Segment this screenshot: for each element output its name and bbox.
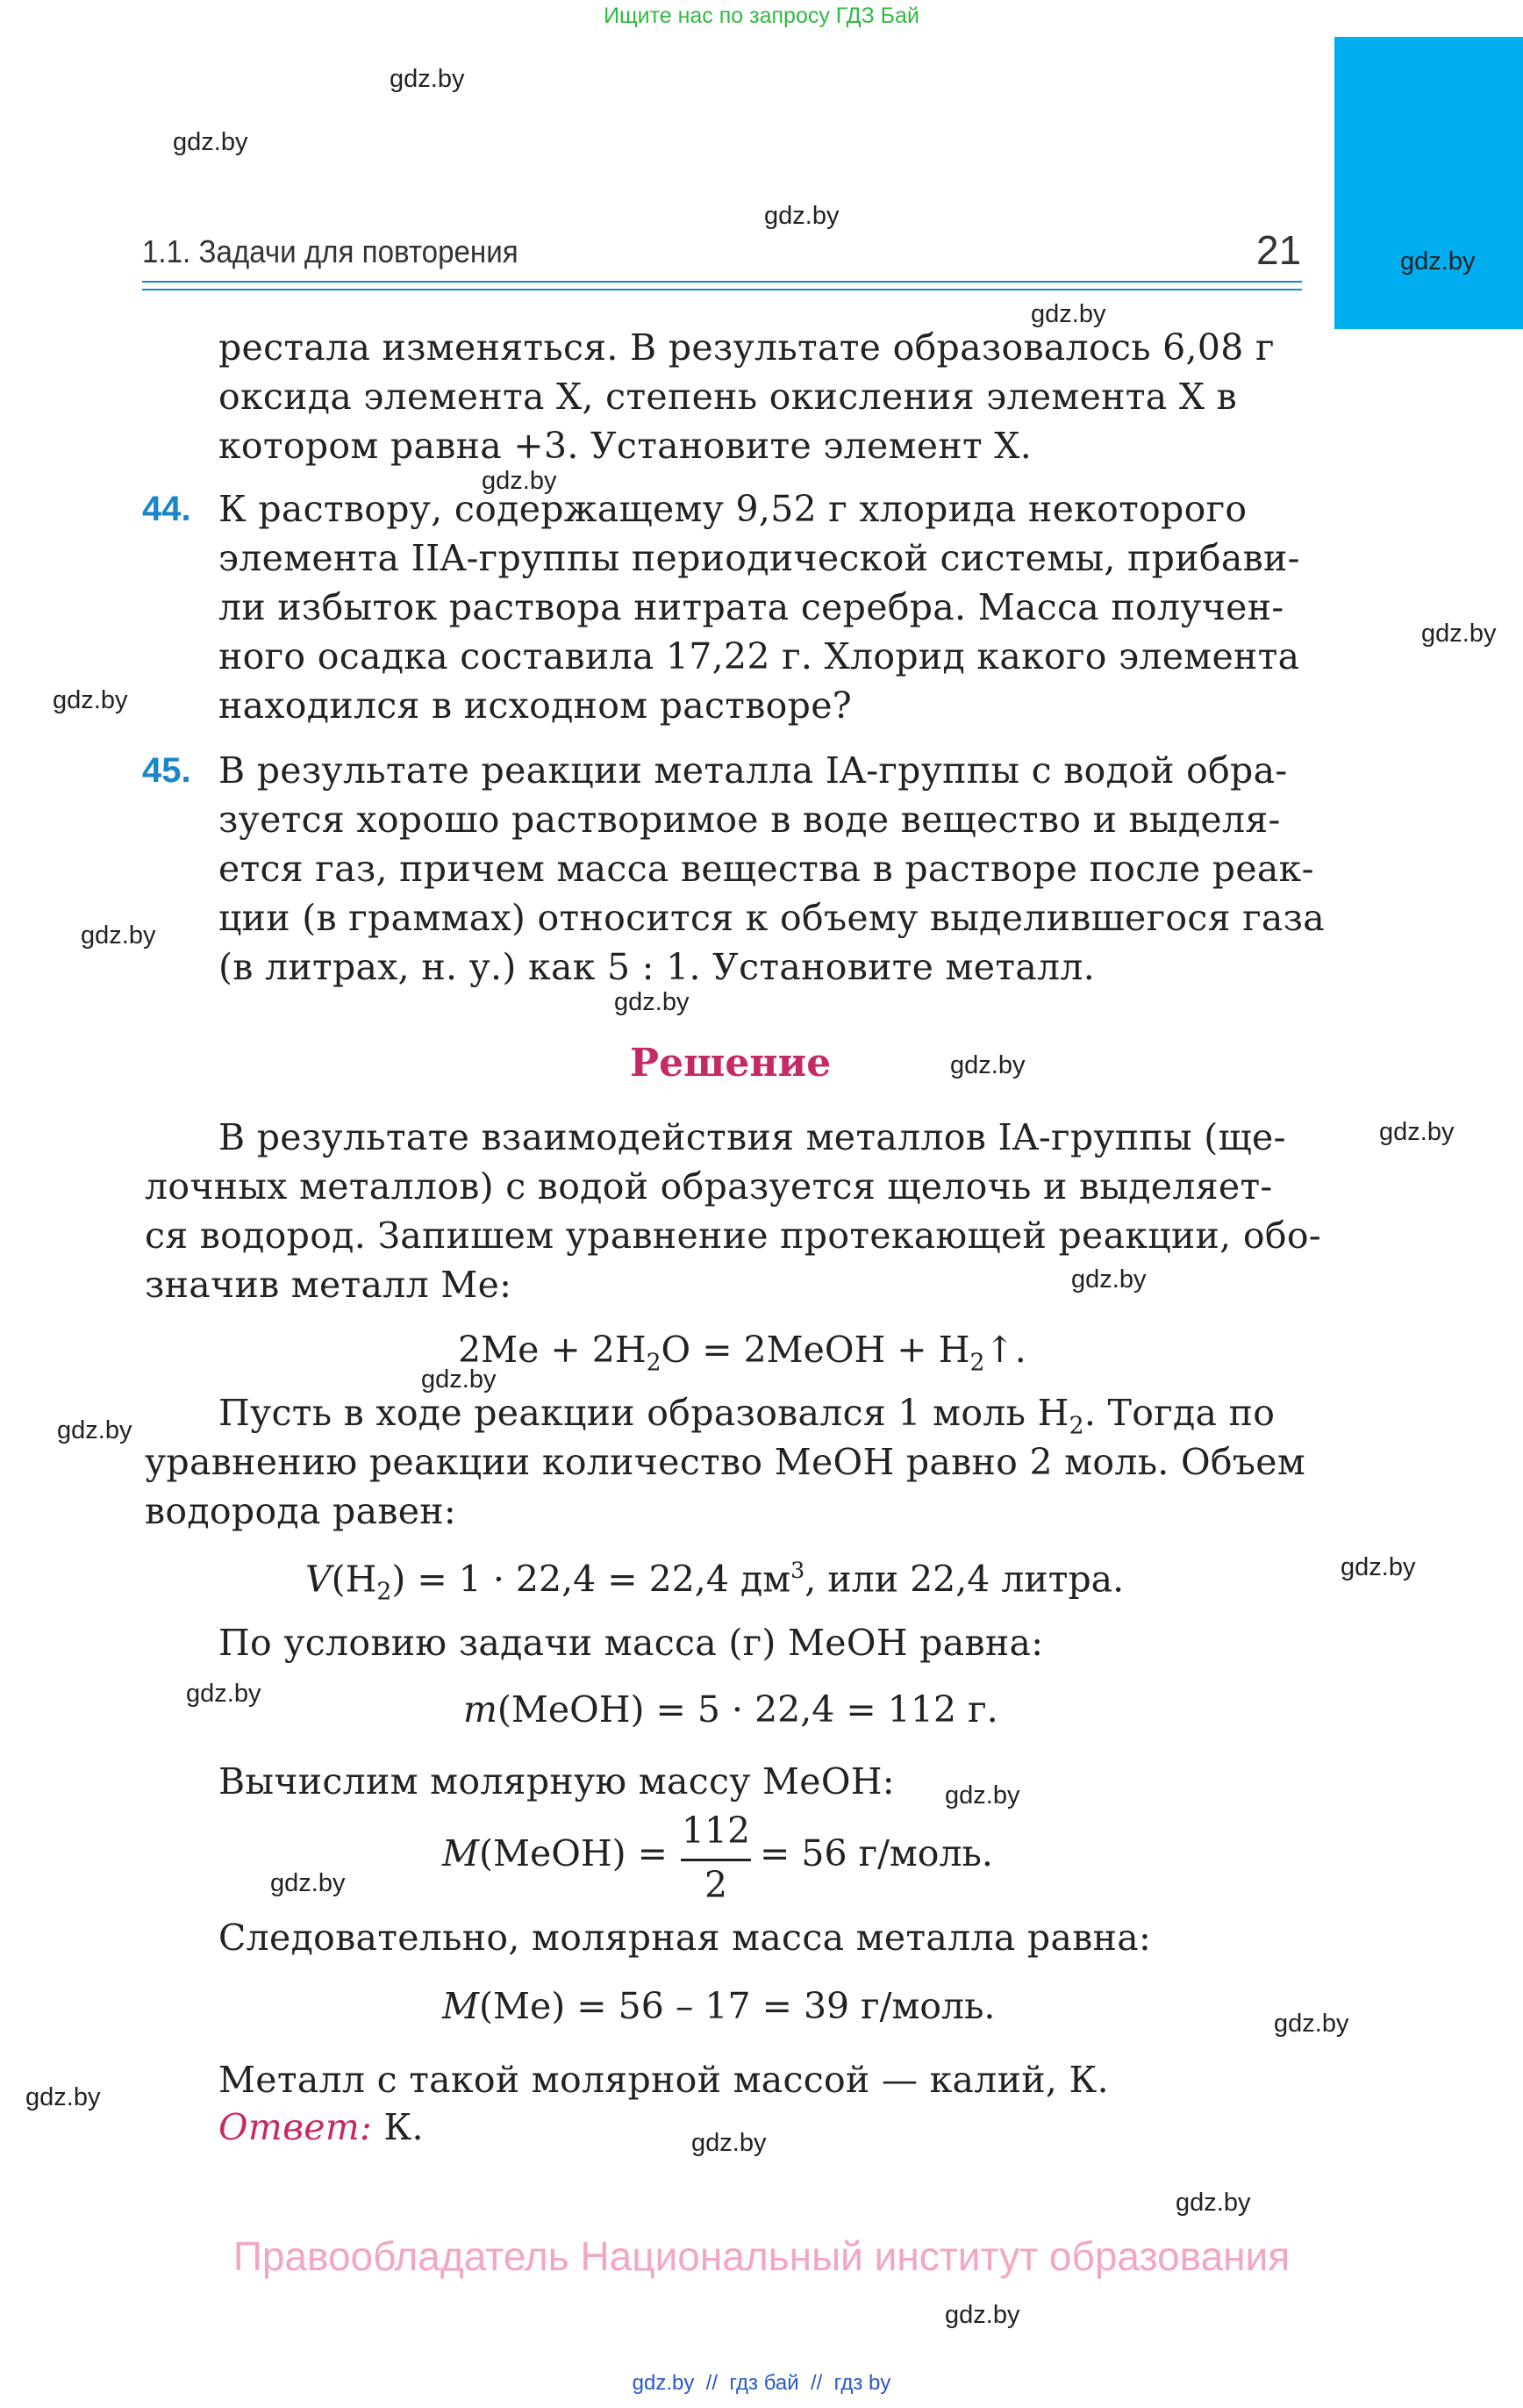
- equation-volume: $V(Н_2) = 1 \cdot 22,4 = 22,4$ $дм^3$, или 22,4 литра.: [305, 1557, 1125, 1606]
- watermark: gdz.by: [1274, 2010, 1349, 2038]
- footer-links[interactable]: gdz.by // гдз бай // гдз by: [632, 2371, 891, 2395]
- watermark: gdz.by: [945, 1781, 1020, 1810]
- equation-molar-mass: M(МеОН) =: [442, 1832, 668, 1874]
- equation-mass: m(МеОН) = 5 · 22,4 = 112 г.: [463, 1688, 998, 1731]
- watermark: gdz.by: [186, 1680, 261, 1708]
- text-line: ся водород. Запишем уравнение протекающей реакции, обо-: [145, 1215, 1321, 1257]
- text-line: В результате реакции металла IA-группы с водой обра-: [218, 749, 1288, 792]
- text-line: (в литрах, н. у.) как 5 : 1. Установите металл.: [218, 946, 1096, 988]
- text-line: К раствору, содержащему 9,52 г хлорида некоторого: [218, 488, 1248, 530]
- watermark: gdz.by: [691, 2129, 767, 2157]
- text-line: ции (в граммах) относится к объему выделившегося газа: [218, 897, 1326, 939]
- watermark: gdz.by: [482, 467, 557, 495]
- watermark: gdz.by: [1421, 620, 1497, 648]
- text-line: По условию задачи масса (г) МеОН равна:: [218, 1622, 1044, 1664]
- watermark: gdz.by: [1379, 1118, 1455, 1146]
- text-line: зуется хорошо растворимое в воде вещество и выделя-: [218, 799, 1281, 841]
- text-line: ного осадка составила 17,22 г. Хлорид какого элемента: [218, 635, 1300, 677]
- text-line: В результате взаимодействия металлов IA-группы (ще-: [218, 1116, 1286, 1158]
- watermark: gdz.by: [53, 686, 128, 714]
- equation-metal-mass: M(Ме) = 56 – 17 = 39 г/моль.: [442, 1985, 996, 2027]
- answer-label: Ответ:: [218, 2106, 373, 2148]
- watermark: gdz.by: [1031, 300, 1106, 328]
- text-line: водорода равен:: [145, 1490, 457, 1532]
- watermark: gdz.by: [421, 1365, 497, 1394]
- watermark: gdz.by: [81, 921, 156, 950]
- section-header: 1.1. Задачи для повторения: [142, 233, 518, 269]
- equation-molar-mass-result: = 56 г/моль.: [760, 1832, 993, 1874]
- watermark: gdz.by: [1176, 2189, 1251, 2217]
- fraction-denominator: 2: [704, 1864, 728, 1906]
- solution-title: Решение: [630, 1041, 832, 1086]
- text-line: Металл с такой молярной массой — калий, К.: [218, 2059, 1109, 2101]
- copyright-notice: Правообладатель Национальный институт образования: [232, 2233, 1291, 2279]
- watermark: gdz.by: [1071, 1265, 1147, 1294]
- watermark: gdz.by: [1400, 247, 1476, 276]
- watermark: gdz.by: [764, 202, 840, 230]
- watermark: gdz.by: [57, 1416, 132, 1444]
- watermark: gdz.by: [25, 2083, 101, 2111]
- watermark: gdz.by: [270, 1869, 346, 1897]
- text-line: Следовательно, молярная масса металла равна:: [218, 1917, 1152, 1959]
- text-line: котором равна +3. Установите элемент X.: [218, 425, 1033, 467]
- watermark: gdz.by: [390, 65, 465, 93]
- text-line: Пусть в ходе реакции образовался 1 моль $Н_2$. Тогда по: [218, 1392, 1276, 1440]
- text-line: ется газ, причем масса вещества в растворе после реак-: [218, 848, 1314, 890]
- text-line: рестала изменяться. В результате образовалось 6,08 г: [218, 326, 1275, 369]
- answer-line: [218, 2106, 424, 2148]
- answer-value: К.: [372, 2106, 424, 2148]
- watermark: gdz.by: [945, 2301, 1020, 2329]
- watermark: gdz.by: [950, 1051, 1026, 1079]
- watermark: gdz.by: [173, 128, 248, 156]
- problem-number-45: 45.: [142, 751, 191, 790]
- problem-number-44: 44.: [142, 490, 191, 528]
- text-line: элемента IIA-группы периодической системы, прибави-: [218, 537, 1300, 579]
- watermark: gdz.by: [1341, 1553, 1416, 1581]
- equation-reaction: $2Ме + 2Н_2О$ = 2МеОН + $Н_2↑$.: [458, 1329, 1026, 1377]
- fraction-numerator: 112: [681, 1810, 751, 1852]
- text-line: ли избыток раствора нитрата серебра. Масса получен-: [218, 586, 1284, 628]
- text-line: оксида элемента X, степень окисления элемента X в: [218, 376, 1238, 418]
- page-number: 21: [1256, 227, 1302, 273]
- text-line: находился в исходном растворе?: [218, 684, 853, 727]
- watermark: gdz.by: [614, 988, 690, 1016]
- top-banner[interactable]: Ищите нас по запросу ГДЗ Бай: [604, 4, 919, 28]
- text-line: лочных металлов) с водой образуется щелочь и выделяет-: [145, 1165, 1273, 1208]
- text-line: уравнению реакции количество МеОН равно 2 моль. Объем: [145, 1441, 1306, 1483]
- text-line: Вычислим молярную массу МеОН:: [218, 1760, 895, 1802]
- fraction-bar: [681, 1859, 751, 1861]
- text-line: значив металл Ме:: [145, 1264, 512, 1306]
